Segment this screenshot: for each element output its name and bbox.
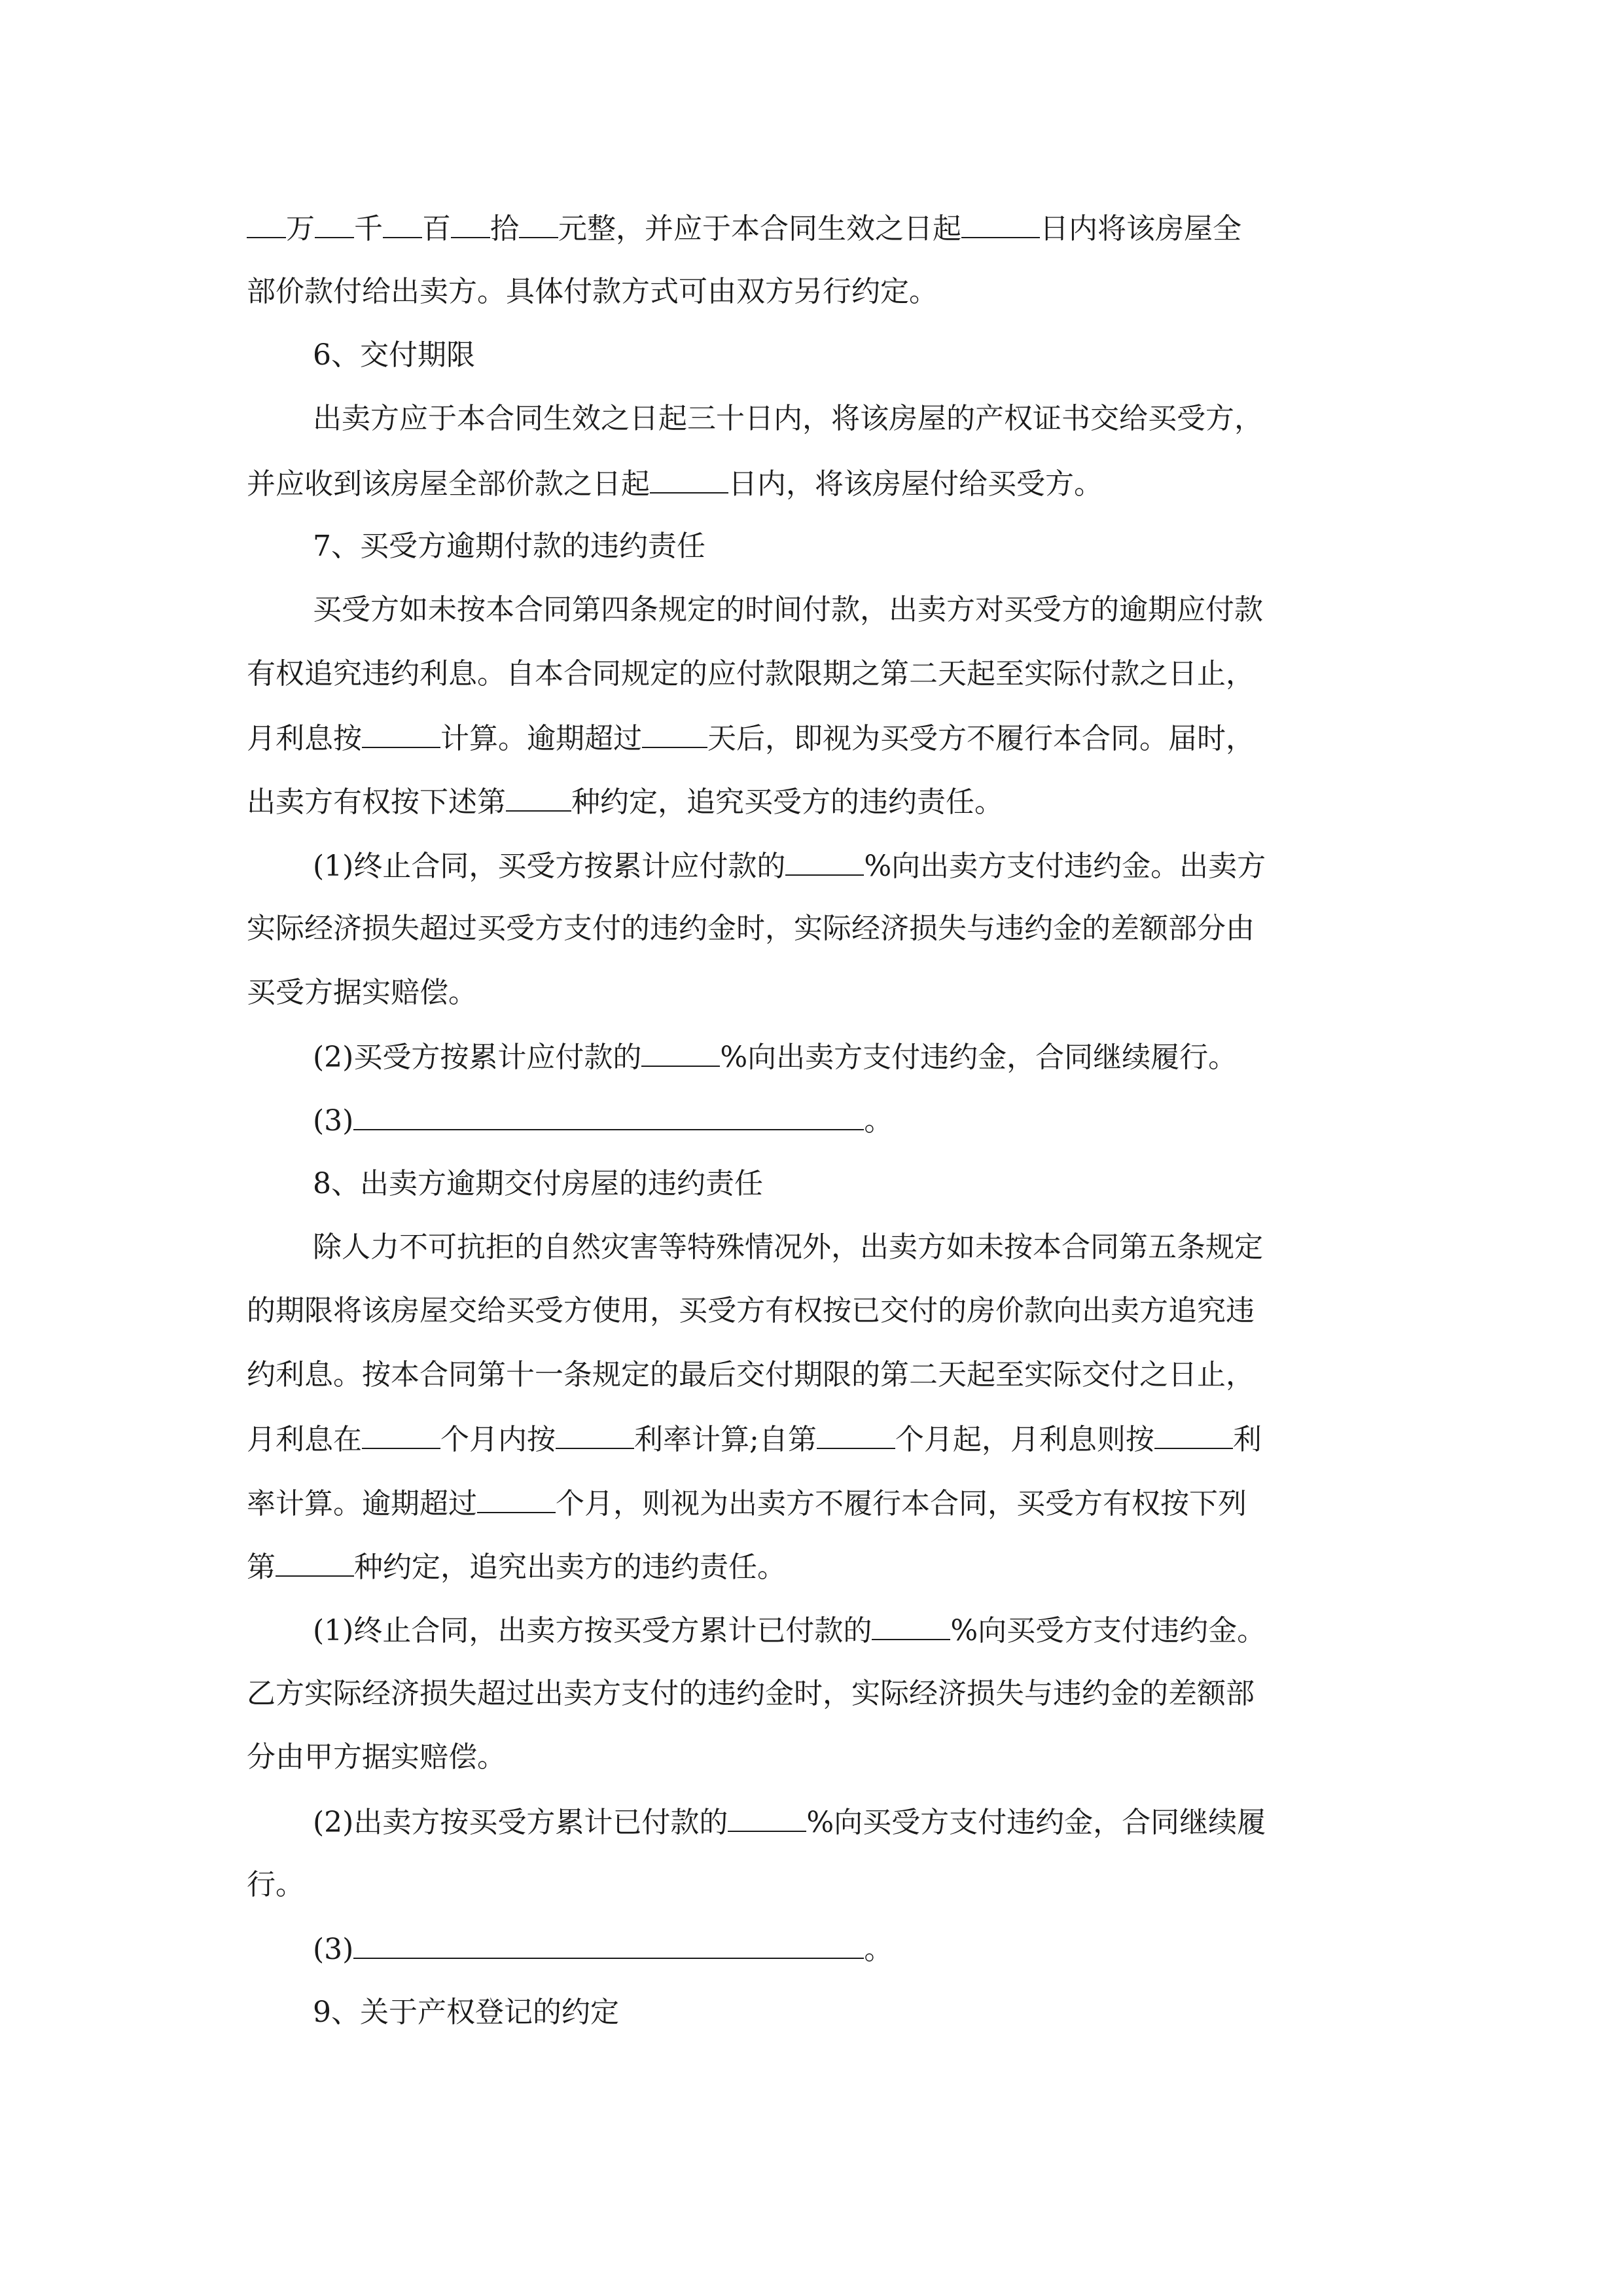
text-fragment: 百 (422, 212, 451, 245)
blank-field (353, 1100, 864, 1130)
text-line: 行。 (247, 1868, 304, 1901)
blank-field (817, 1419, 895, 1449)
clause-heading: 8、出卖方逾期交付房屋的违约责任 (313, 1167, 763, 1200)
text-line (0, 1610, 1623, 1651)
text-fragment: 率计算。逾期超过 (247, 1487, 477, 1520)
blank-field (506, 781, 571, 812)
blank-field (641, 1037, 720, 1067)
text-line: 乙方实际经济损失超过出卖方支付的违约金时，实际经济损失与违约金的差额部 (247, 1677, 1255, 1710)
text-line: 分由甲方据实赔偿。 (247, 1740, 506, 1774)
text-fragment: 利 (1232, 1423, 1262, 1456)
text-line: 部价款付给出卖方。具体付款方式可由双方另行约定。 (247, 275, 938, 308)
text-fragment: 第 (247, 1551, 276, 1584)
blank-field (362, 1419, 440, 1449)
blank-field (556, 1419, 634, 1449)
text-line (0, 1483, 1623, 1524)
text-fragment: 利率计算;自第 (634, 1423, 817, 1456)
clause-heading: 7、买受方逾期付款的违约责任 (313, 529, 705, 563)
text-line (0, 1100, 1623, 1141)
blank-field (642, 718, 707, 748)
text-fragment: 万 (286, 212, 315, 245)
text-line: 出卖方应于本合同生效之日起三十日内，将该房屋的产权证书交给买受方， (313, 402, 1263, 435)
text-fragment: 计算。逾期超过 (440, 722, 642, 755)
text-fragment: (3) (313, 1104, 354, 1138)
text-fragment: %向出卖方支付违约金。出卖方 (864, 850, 1266, 883)
text-fragment: 天后，即视为买受方不履行本合同。届时， (707, 722, 1255, 755)
text-fragment: 千 (354, 212, 383, 245)
text-fragment: 月利息在 (247, 1423, 362, 1456)
text-line: 约利息。按本合同第十一条规定的最后交付期限的第二天起至实际交付之日止， (247, 1358, 1255, 1391)
text-fragment: 种约定，追究出卖方的违约责任。 (354, 1551, 786, 1584)
text-line: 实际经济损失超过买受方支付的违约金时，实际经济损失与违约金的差额部分由 (247, 912, 1255, 945)
blank-field (961, 208, 1040, 238)
text-fragment: 元整，并应于本合同生效之日起 (558, 212, 961, 245)
text-fragment: 拾 (490, 212, 519, 245)
text-line (0, 208, 1623, 249)
text-fragment: %向出卖方支付违约金，合同继续履行。 (720, 1041, 1238, 1074)
text-line (0, 781, 1623, 822)
text-line: 买受方如未按本合同第四条规定的时间付款，出卖方对买受方的逾期应付款 (313, 593, 1263, 626)
text-line (0, 1802, 1623, 1842)
text-fragment: (2)出卖方按买受方累计已付款的 (313, 1806, 728, 1839)
text-fragment: %向买受方支付违约金，合同继续履 (806, 1806, 1266, 1839)
blank-field (276, 1547, 354, 1577)
clause-heading: 6、交付期限 (313, 338, 475, 372)
text-line (0, 718, 1623, 759)
blank-field (728, 1802, 806, 1832)
blank-field (315, 208, 354, 238)
text-fragment: 个月起，月利息则按 (895, 1423, 1154, 1456)
text-line (0, 846, 1623, 886)
text-fragment: 日内将该房屋全 (1040, 212, 1241, 245)
text-fragment: %向买受方支付违约金。 (950, 1614, 1266, 1647)
blank-field (785, 846, 864, 876)
text-fragment: 个月内按 (440, 1423, 556, 1456)
text-fragment: 并应收到该房屋全部价款之日起 (247, 467, 650, 501)
text-fragment: (1)终止合同，出卖方按买受方累计已付款的 (313, 1614, 872, 1647)
text-line (0, 463, 1623, 504)
blank-field (353, 1929, 864, 1959)
text-fragment: (3) (313, 1933, 354, 1966)
text-fragment: 。 (864, 1104, 893, 1138)
text-fragment: 出卖方有权按下述第 (247, 785, 506, 819)
text-fragment: (2)买受方按累计应付款的 (313, 1041, 642, 1074)
text-line (0, 1547, 1623, 1587)
text-line: 有权追究违约利息。自本合同规定的应付款限期之第二天起至实际付款之日止， (247, 657, 1255, 691)
blank-field (477, 1483, 556, 1513)
blank-field (247, 208, 286, 238)
text-fragment: 。 (864, 1933, 893, 1966)
blank-field (519, 208, 558, 238)
text-line: 买受方据实赔偿。 (247, 976, 477, 1009)
text-fragment: (1)终止合同，买受方按累计应付款的 (313, 850, 786, 883)
text-line (0, 1037, 1623, 1077)
blank-field (362, 718, 440, 748)
text-line (0, 1419, 1623, 1460)
text-fragment: 个月，则视为出卖方不履行本合同，买受方有权按下列 (556, 1487, 1247, 1520)
blank-field (451, 208, 490, 238)
text-fragment: 种约定，追究买受方的违约责任。 (571, 785, 1003, 819)
text-line: 的期限将该房屋交给买受方使用，买受方有权按已交付的房价款向出卖方追究违 (247, 1294, 1255, 1327)
text-line: 除人力不可抗拒的自然灾害等特殊情况外，出卖方如未按本合同第五条规定 (313, 1230, 1263, 1264)
blank-field (872, 1610, 950, 1640)
clause-heading: 9、关于产权登记的约定 (313, 1996, 619, 2029)
blank-field (1154, 1419, 1233, 1449)
blank-field (650, 463, 728, 493)
text-fragment: 日内，将该房屋付给买受方。 (728, 467, 1103, 501)
blank-field (383, 208, 422, 238)
text-fragment: 月利息按 (247, 722, 362, 755)
text-line (0, 1929, 1623, 1969)
